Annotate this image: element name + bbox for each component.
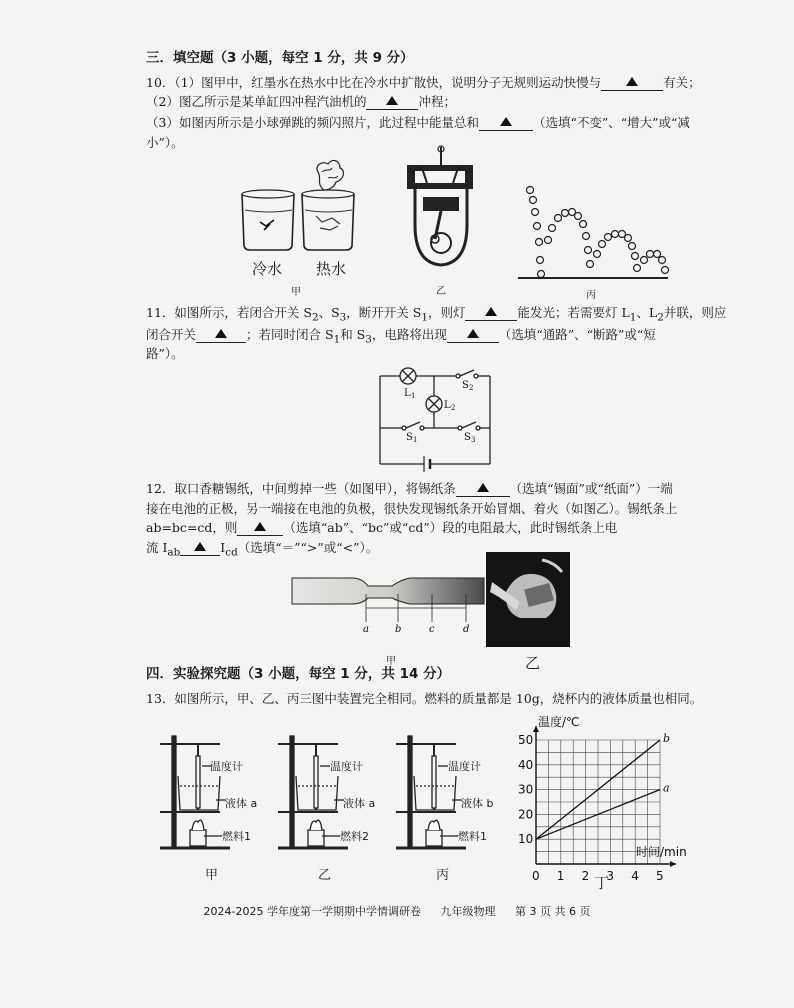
answer-blank[interactable]: [196, 325, 246, 343]
q12-caption-yi: 乙: [525, 654, 541, 672]
q10-line-1: 10．（1）图甲中，红墨水在热水中比在冷水中扩散快，说明分子无规则运动快慢与 有关；: [146, 75, 701, 90]
q10-figure-beakers: [236, 150, 356, 255]
q11-line-1: 11．如图所示，若闭合开关 $S_2$、$S_3$，断开开关 $S_1$，则灯 能发光；若需要灯 $L_1$、$L_2$并联，则应: [146, 305, 727, 324]
x-tick-label: 3: [606, 869, 615, 883]
q10-line-3: （3）如图丙所示是小球弹跳的频闪照片，此过程中能量总和 （选填“不变”、“增大”或“减: [146, 115, 690, 130]
triangle-icon: [215, 329, 227, 338]
liquid-label: 液体 a: [225, 797, 258, 810]
triangle-icon: [194, 542, 206, 551]
y-tick-label: 50: [518, 733, 534, 747]
temperature-time-chart: [510, 712, 740, 882]
triangle-icon: [386, 96, 398, 105]
fuel-label: 燃料1: [222, 830, 251, 843]
triangle-icon: [485, 307, 497, 316]
point-c: c: [429, 624, 435, 635]
series-label-b: b: [663, 732, 671, 745]
thermometer-label: 温度计: [210, 760, 243, 773]
label-S1: S: [406, 432, 413, 443]
label-L2-sub: 2: [451, 404, 456, 412]
x-tick-label: 4: [631, 869, 639, 883]
answer-blank[interactable]: [237, 518, 283, 536]
caption-jia: 甲: [291, 287, 301, 298]
q12-tinfoil-strip: [290, 572, 486, 642]
fuel-label: 燃料2: [340, 830, 369, 843]
q12-line-2: 接在电池的正极，另一端接在电池的负极，很快发现锡纸条开始冒烟、着火（如图乙）。锡纸条上: [146, 501, 678, 516]
footer-subject: 九年级物理: [440, 905, 496, 918]
answer-blank[interactable]: [479, 113, 533, 131]
triangle-icon: [467, 329, 479, 338]
x-tick-label: 1: [556, 869, 565, 883]
answer-blank[interactable]: [601, 73, 663, 91]
point-d: d: [463, 624, 470, 635]
x-tick-label: 2: [581, 869, 590, 883]
label-S1-sub: 1: [413, 436, 418, 444]
q12-line-4: 流 $I_{ab}$ $I_{cd}$（选填“＝”“>”或“<”）。: [146, 540, 379, 559]
label-S3: S: [464, 432, 471, 443]
footer-title: 2024-2025 学年度第一学期期中学情调研卷: [203, 905, 421, 918]
liquid-label: 液体 b: [461, 797, 494, 810]
apparatus-yi: [278, 736, 388, 852]
point-a: a: [363, 624, 369, 635]
x-tick-label: 0: [532, 869, 540, 883]
label-S3-sub: 3: [471, 436, 476, 444]
triangle-icon: [500, 117, 512, 126]
q10-line-4: 小”）。: [146, 135, 184, 150]
x-tick-label: 5: [656, 869, 664, 883]
caption-yi: 乙: [318, 868, 332, 883]
q12-line-1: 12．取口香糖锡纸，中间剪掉一些（如图甲），将锡纸条 （选填“锡面”或“纸面”）一端: [146, 481, 673, 496]
answer-blank[interactable]: [366, 92, 418, 110]
fuel-label: 燃料1: [458, 830, 487, 843]
thermometer-label: 温度计: [330, 760, 363, 773]
caption-ding: 丁: [594, 874, 610, 892]
label-S2: S: [462, 380, 469, 391]
liquid-label: 液体 a: [343, 797, 376, 810]
footer-page: 第 3 页 共 6 页: [514, 905, 591, 918]
apparatus-bing: [396, 736, 506, 852]
caption-bing: 丙: [436, 868, 450, 883]
chart-labels: [518, 714, 687, 883]
q10-line-2: （2）图乙所示是某单缸四冲程汽油机的 冲程；: [146, 94, 456, 109]
hot-water-label: 热水: [316, 260, 347, 278]
point-b: b: [395, 624, 402, 635]
series-label-a: a: [663, 781, 670, 795]
y-tick-label: 10: [518, 832, 534, 847]
caption-jia: 甲: [205, 868, 219, 883]
answer-blank[interactable]: [180, 538, 220, 556]
q12-line-3: ab=bc=cd，则 （选填“ab”、“bc”或“cd”）段的电阻最大，此时锡纸条上电: [146, 520, 618, 535]
q10-figure-bouncing-ball: [518, 180, 668, 280]
x-axis-label: 时间/min: [636, 845, 687, 859]
q13-line-1: 13．如图所示，甲、乙、丙三图中装置完全相同。燃料的质量都是 10g，烧杯内的液体质量也相同。: [146, 691, 703, 706]
q12-burning-photo: [486, 552, 570, 647]
thermometer-label: 温度计: [448, 760, 481, 773]
y-tick-label: 30: [518, 782, 534, 797]
caption-bing: 丙: [586, 290, 596, 301]
q11-line-3: 路”）。: [146, 346, 184, 361]
q12-caption-jia: 甲: [386, 656, 396, 667]
x-axis-arrow-icon: [670, 861, 676, 867]
answer-blank[interactable]: [447, 325, 499, 343]
y-axis-label: 温度/℃: [538, 715, 580, 729]
answer-blank[interactable]: [456, 479, 510, 497]
label-L2: L: [444, 400, 451, 411]
label-L1: L: [404, 388, 411, 399]
label-L1-sub: 1: [411, 392, 416, 400]
triangle-icon: [626, 77, 638, 86]
page-footer: [0, 903, 794, 919]
q11-line-2: 闭合开关 ；若同时闭合 $S_1$和 $S_3$，电路将出现 （选填“通路”、“断路”或“短: [146, 327, 656, 346]
y-tick-label: 40: [518, 757, 534, 772]
cold-water-label: 冷水: [252, 260, 283, 278]
triangle-icon: [477, 483, 489, 492]
triangle-icon: [254, 522, 266, 531]
caption-yi: 乙: [436, 286, 446, 297]
q11-circuit-diagram: [378, 364, 493, 469]
section-3-heading: 三．填空题（3 小题，每空 1 分，共 9 分）: [146, 50, 414, 66]
answer-blank[interactable]: [465, 303, 517, 321]
q10-figure-engine: [405, 145, 475, 270]
label-S2-sub: 2: [469, 384, 474, 392]
section-4-heading: 四．实验探究题（3 小题，每空 1 分，共 14 分）: [146, 666, 451, 682]
apparatus-jia: [160, 736, 270, 852]
y-tick-label: 20: [518, 807, 534, 822]
